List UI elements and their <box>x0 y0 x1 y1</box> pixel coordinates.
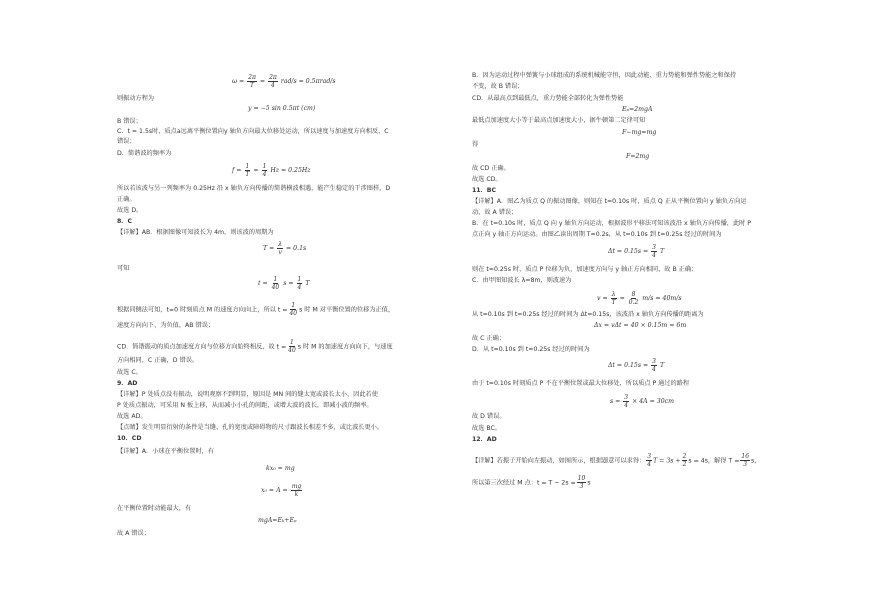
time-equation: t = $\frac{1}{40}$ s = $\frac{1}{4}$ T <box>258 276 310 291</box>
text-line: C．由甲图知波长 λ=8m，则波速为 <box>472 277 572 284</box>
text-line: 所以第三次经过 M 点：t = T − 2s = $\frac{10}{3}$ s <box>472 475 591 490</box>
text-line: 故选 D。 <box>117 207 143 214</box>
text-line: 速度方向向下，为负值，AB 错误； <box>117 322 215 329</box>
text-line: CD．从最高点到最低点，重力势能全部转化为弹性势能 <box>472 95 624 102</box>
text-line: 方向相同，C 正确，D 错误。 <box>117 357 199 364</box>
amplitude-equation: x₀ = A = $\frac{mg}{k}$ <box>261 483 302 498</box>
text-line: 在平衡位置时动能最大，有 <box>117 505 192 512</box>
text-line: B．在 t=0.10s 时，质点 Q 向 y 轴负方向运动，根据波形平移法可知该波沿 x 轴负方向传播，此时 P <box>472 220 752 227</box>
distance-equation: Δx = vΔt = 40 × 0.15m = 6m <box>594 322 687 329</box>
omega-equation: ω = $\frac{2\pi}{T}$ = $\frac{2\pi}{4}$ rad/s = 0.5πrad/s <box>232 74 336 89</box>
force-result-equation: F=2mg <box>626 153 650 160</box>
text-line: 则振动方程为 <box>117 95 155 102</box>
text-line: 故选 C。 <box>117 369 142 376</box>
text-line: 故 CD 正确。 <box>472 165 510 172</box>
text-line: 故选 AD。 <box>117 413 147 420</box>
text-line: 点正向 y 轴正方向运动。由图乙读出周期 T=0.2s，从 t=0.10s 到 t=0.25s 经过的时间为 <box>472 231 722 238</box>
text-line: 最低点加速度大小等于最高点加速度大小，据牛顿第二定律可知 <box>472 117 646 124</box>
text-line: C．t = 1.5s时，质点a远离平衡位置向y 轴负方向最大位移处运动，所以速度与加速度方向相反，C <box>117 128 389 135</box>
text-line: 【详解】A．小球在平衡位置时，有 <box>117 448 215 455</box>
question-number: 11．BC <box>472 187 497 194</box>
text-line: 所以若该波与另一列频率为 0.25Hz 沿 x 轴负方向传播的简谐横波相遇，能产生稳定的干涉图样，D <box>117 185 391 192</box>
force-balance-equation: kx₀ = mg <box>266 465 295 472</box>
text-line: D．从 t=0.10s 到 t=0.25s 经过的时间为 <box>472 346 590 353</box>
text-line: B 错误； <box>117 118 142 125</box>
text-line: 【点睛】发生明显衍射的条件是当缝、孔的宽度或障碍物的尺寸跟波长相差不多，或比波长更小。 <box>117 424 384 431</box>
energy-equation: mgA=Eₖ+Eₚ <box>258 517 297 524</box>
text-line: 正确。 <box>117 196 136 203</box>
question-number: 8．C <box>117 218 133 225</box>
vibration-equation: y = −5 sin 0.5πt (cm) <box>248 105 316 112</box>
frequency-equation: f = $\frac{1}{T}$ = $\frac{1}{4}$ Hz = 0.25Hz <box>232 163 311 178</box>
text-line: 故选 BC。 <box>472 425 501 432</box>
text-line: 从 t=0.10s 到 t=0.25s 经过的时间为 Δt=0.15s，该波沿 x 轴负方向传播的距离为 <box>472 311 704 318</box>
newton-equation: F−mg=mg <box>622 129 657 136</box>
text-line: 【详解】若振子开始向左振动，如图所示，根据题意可以求得： $\frac{3}{4}$ T = 3s + $\frac{2}{2}$ s = 4s，解得 T = $\frac{16}{3}$ s， <box>472 453 761 468</box>
text-line: 则在 t=0.25s 时，质点 P 位移为负，加速度方向与 y 轴正方向相同，故 B 正确； <box>472 266 698 273</box>
question-number: 12．AD <box>472 436 497 443</box>
text-line: 动，故 A 错误； <box>472 209 518 216</box>
potential-energy-equation: Eₚ=2mgA <box>622 106 653 113</box>
period-equation: T = $\frac{\lambda}{v}$ = 0.1s <box>263 241 307 256</box>
text-line: CD．简谐振动的质点加速度方向与位移方向始终相反，故 t = $\frac{1}{40}$ s 时 M 的加速度方向向下，与速度 <box>117 339 393 354</box>
text-line: P 处质点振动，可采用 N 板上移，从而减小小孔的间距，或增大波的波长，即减小波的频率。 <box>117 402 373 409</box>
text-line: 不变，故 B 错误； <box>472 83 524 90</box>
text-line: 错误； <box>117 138 136 145</box>
text-line: 故 D 错误。 <box>472 413 506 420</box>
question-number: 10．CD <box>117 435 142 442</box>
text-line: 【详解】P 处质点没有振动，说明观察不到明显，原因是 MN 间的缝太宽或波长太小，因此若使 <box>117 391 378 398</box>
wave-speed-equation: v = $\frac{\lambda}{T}$ = $\frac{8}{0.2}$ m/s = 40m/s <box>597 291 682 306</box>
text-line: 得 <box>472 141 479 148</box>
time-interval-equation: Δt = 0.15s = $\frac{3}{4}$ T <box>608 244 665 259</box>
text-line: 可知 <box>117 265 130 272</box>
text-line: D．简谐波的频率为 <box>117 150 172 157</box>
text-line: 故选 CD。 <box>472 176 502 183</box>
question-number: 9．AD <box>117 380 138 387</box>
text-line: 由于 t=0.10s 时刻质点 P 不在平衡位置或最大位移处，所以质点 P 通过的路程 <box>472 380 690 387</box>
text-line: 【详解】A．图乙为质点 Q 的振动图像，则知在 t=0.10s 时，质点 Q 正从平衡位置向 y 轴负方向运 <box>472 198 747 205</box>
path-length-equation: s = $\frac{3}{4}$ × 4A = 30cm <box>610 394 674 409</box>
text-line: 【详解】AB．根据图像可知波长为 4m，则该波的周期为 <box>117 229 274 236</box>
text-line: 故 C 正确； <box>472 335 506 342</box>
text-line: 根据同侧法可知，t=0 时刻质点 M 的速度方向向上，所以 t = $\frac{1}{40}$ s 时 M 对平衡位置的位移为正值， <box>117 302 395 317</box>
text-line: 故 A 错误； <box>117 530 150 537</box>
time-interval-equation: Δt = 0.15s = $\frac{3}{4}$ T <box>608 358 665 373</box>
text-line: B．因为运动过程中弹簧与小球组成的系统机械能守恒，因此动能、重力势能和弹性势能之和保持 <box>472 72 737 79</box>
